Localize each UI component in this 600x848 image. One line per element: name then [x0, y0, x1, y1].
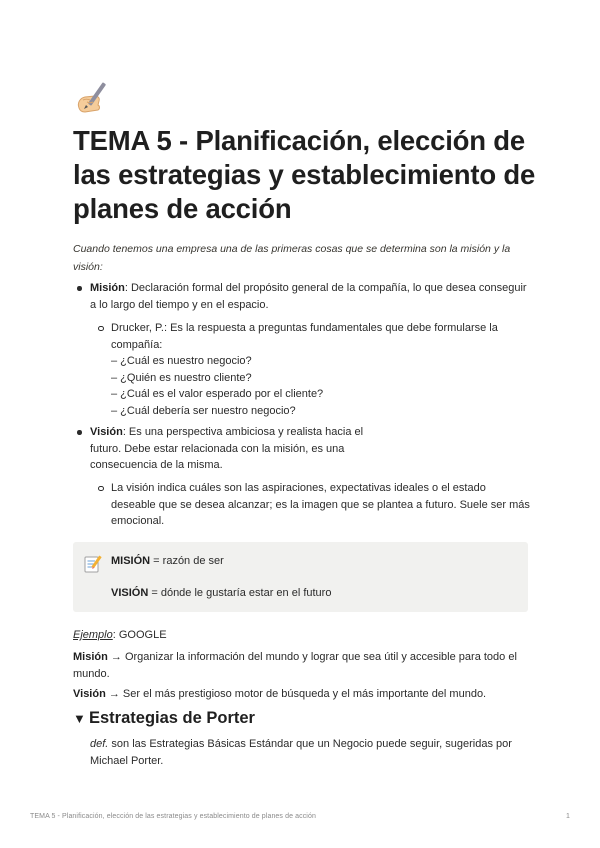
example-text: : GOOGLE	[112, 629, 167, 641]
example-label: Ejemplo	[73, 629, 113, 641]
callout-line-vision: VISIÓN = dónde le gustaría estar en el futuro	[111, 587, 332, 599]
def-label: def.	[90, 738, 109, 750]
porter-heading[interactable]: ▼ Estrategias de Porter	[73, 707, 255, 730]
page-title: TEMA 5 - Planificación, elección de las estrategias y establecimiento de planes de acción	[73, 125, 536, 224]
list-item-vision	[90, 424, 530, 474]
footer-title: TEMA 5 - Planificación, elección de las estrategias y establecimiento de planes de acción	[30, 813, 316, 820]
drucker-line: – ¿Quién es nuestro cliente?	[111, 371, 252, 384]
vision-line: : Es una perspectiva ambiciosa y realista hacia el	[122, 426, 364, 438]
example-mision: Misión → Organizar la información del mundo y lograr que sea útil y accesible para todo el mundo.	[73, 651, 517, 680]
mision-text: : Declaración formal del propósito general de la compañía, lo que desea conseguir a lo largo del tiempo y en el espacio.	[90, 282, 527, 311]
intro-text: Cuando tenemos una empresa una de las primeras cosas que se determina son la misión y la visión:	[73, 243, 511, 273]
footer-page-number: 1	[566, 813, 570, 820]
list-item-mision	[90, 280, 530, 313]
drucker-line: Drucker, P.: Es la respuesta a preguntas fundamentales que debe formularse la	[111, 322, 498, 334]
drucker-line: – ¿Cuál es el valor esperado por el cliente?	[111, 388, 324, 400]
list-item-drucker	[111, 320, 531, 419]
vision-line: futuro. Debe estar relacionada con la misión, es una	[90, 442, 345, 455]
list-item-vision-detail	[111, 480, 531, 530]
example-heading	[73, 627, 533, 644]
porter-definition	[90, 736, 520, 769]
callout-box	[73, 542, 528, 612]
drucker-line: – ¿Cuál es nuestro negocio?	[111, 355, 252, 367]
toggle-down-icon[interactable]: ▼	[73, 711, 86, 726]
vision-line: consecuencia de la misma.	[90, 459, 223, 471]
writing-hand-icon	[73, 78, 113, 118]
drucker-line: compañía:	[111, 338, 163, 351]
drucker-line: – ¿Cuál debería ser nuestro negocio?	[111, 404, 296, 417]
def-text: son las Estrategias Básicas Estándar que un Negocio puede seguir, sugeridas por Michael Porter.	[90, 738, 512, 767]
callout-line-mision: MISIÓN = razón de ser	[111, 555, 224, 567]
mision-label: Misión	[90, 282, 125, 294]
example-vision: Visión → Ser el más prestigioso motor de búsqueda y el más importante del mundo.	[73, 688, 487, 700]
vision-detail-text: La visión indica cuáles son las aspiraciones, expectativas ideales o el estado deseable que se desea alcanzar; es la imagen que se plantea a futuro. Suele ser más emocional.	[111, 482, 530, 527]
memo-icon	[83, 554, 103, 574]
vision-label: Visión	[90, 426, 123, 438]
